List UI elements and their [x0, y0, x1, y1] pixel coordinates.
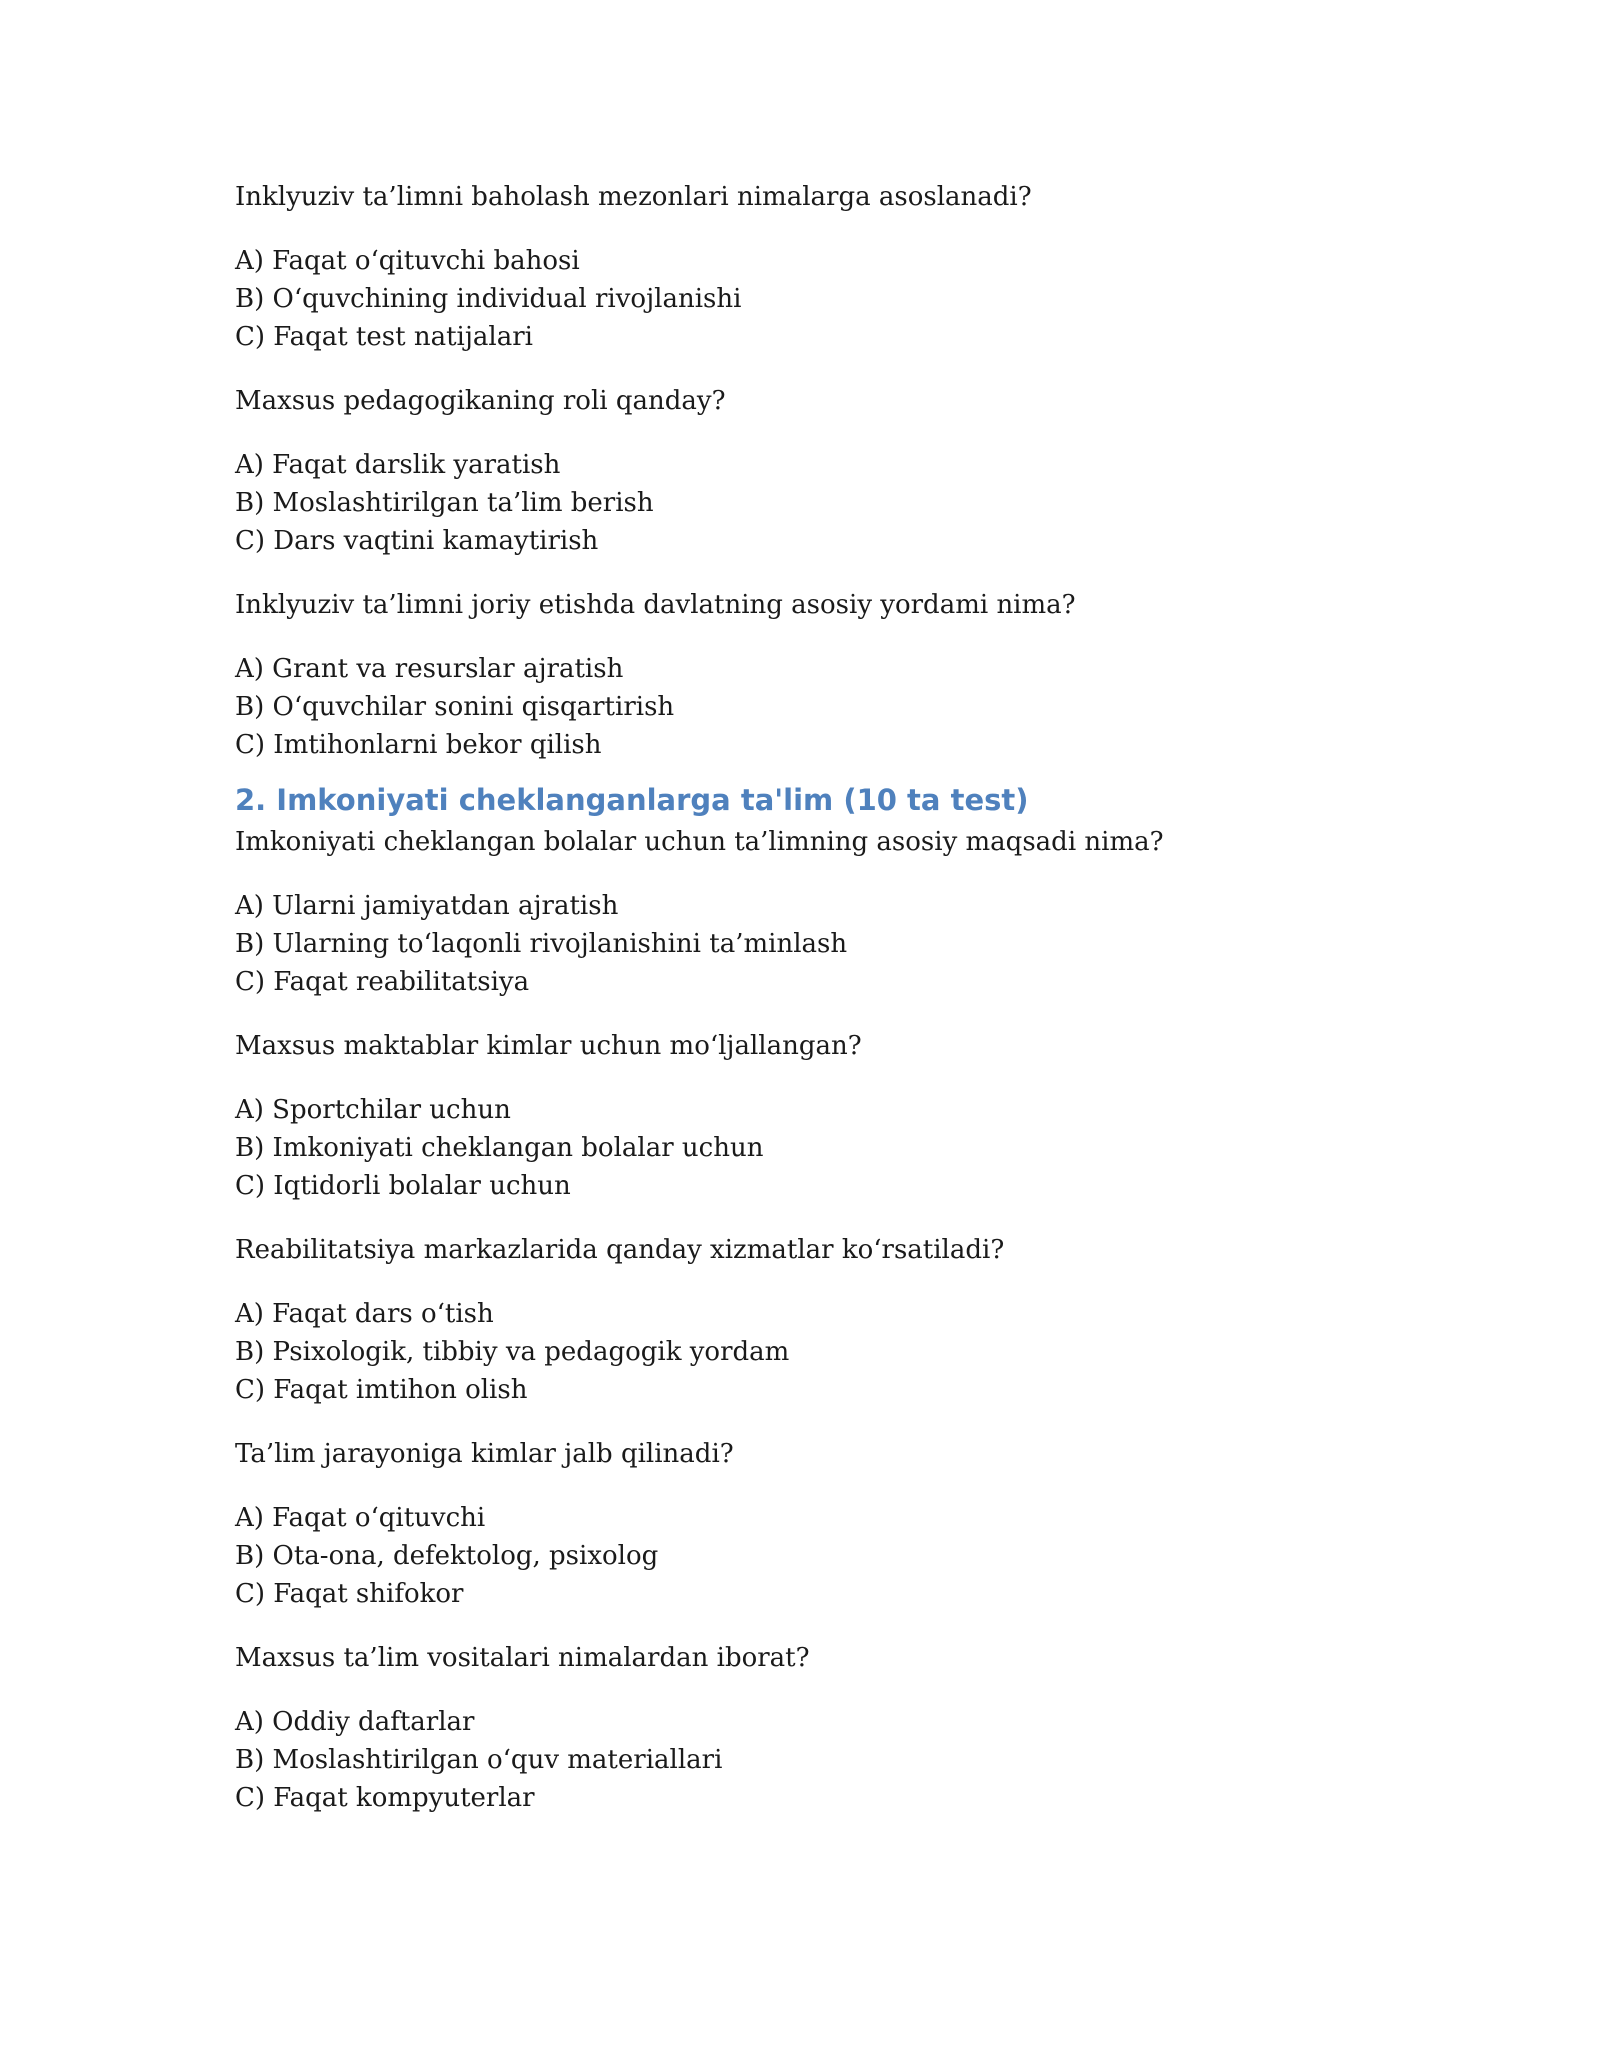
question-block — [235, 1435, 1415, 1613]
option-c: C) Iqtidorli bolalar uchun — [235, 1171, 571, 1201]
answer-options — [235, 1499, 1415, 1613]
question-text: Maxsus maktablar kimlar uchun mo‘ljallangan? — [235, 1031, 862, 1061]
answer-options — [235, 1295, 1415, 1409]
question-text: Inklyuziv ta’limni joriy etishda davlatning asosiy yordami nima? — [235, 590, 1076, 620]
option-a: A) Ularni jamiyatdan ajratish — [235, 891, 619, 921]
option-a: A) Faqat dars o‘tish — [235, 1299, 494, 1329]
option-a: A) Faqat o‘qituvchi — [235, 1503, 486, 1533]
question-block — [235, 586, 1415, 764]
option-b: B) Moslashtirilgan o‘quv materiallari — [235, 1745, 723, 1775]
option-b: B) Psixologik, tibbiy va pedagogik yordam — [235, 1337, 790, 1367]
answer-options — [235, 650, 1415, 764]
option-b: B) O‘quvchining individual rivojlanishi — [235, 284, 742, 314]
question-block — [235, 382, 1415, 560]
option-b: B) Ularning to‘laqonli rivojlanishini ta’minlash — [235, 929, 848, 959]
option-a: A) Faqat o‘qituvchi bahosi — [235, 246, 580, 276]
option-b: B) Ota-ona, defektolog, psixolog — [235, 1541, 659, 1571]
option-c: C) Dars vaqtini kamaytirish — [235, 526, 599, 556]
option-b: B) O‘quvchilar sonini qisqartirish — [235, 692, 675, 722]
question-block — [235, 178, 1415, 356]
option-a: A) Faqat darslik yaratish — [235, 450, 561, 480]
question-block — [235, 1231, 1415, 1409]
question-block — [235, 1027, 1415, 1205]
option-a: A) Grant va resurslar ajratish — [235, 654, 624, 684]
option-c: C) Faqat reabilitatsiya — [235, 967, 530, 997]
answer-options — [235, 887, 1415, 1001]
question-text: Maxsus ta’lim vositalari nimalardan iborat? — [235, 1643, 810, 1673]
question-block — [235, 1639, 1415, 1817]
option-a: A) Sportchilar uchun — [235, 1095, 511, 1125]
section-heading: 2. Imkoniyati cheklanganlarga ta'lim (10 ta test) — [235, 783, 1029, 817]
document-page — [235, 178, 1415, 1843]
question-text: Ta’lim jarayoniga kimlar jalb qilinadi? — [235, 1439, 734, 1469]
question-text: Imkoniyati cheklangan bolalar uchun ta’limning asosiy maqsadi nima? — [235, 827, 1164, 857]
option-c: C) Faqat shifokor — [235, 1579, 464, 1609]
question-block — [235, 823, 1415, 1001]
answer-options — [235, 446, 1415, 560]
option-c: C) Faqat imtihon olish — [235, 1375, 528, 1405]
option-c: C) Imtihonlarni bekor qilish — [235, 730, 602, 760]
answer-options — [235, 242, 1415, 356]
option-a: A) Oddiy daftarlar — [235, 1707, 475, 1737]
option-c: C) Faqat kompyuterlar — [235, 1783, 535, 1813]
question-text: Maxsus pedagogikaning roli qanday? — [235, 386, 726, 416]
question-text: Reabilitatsiya markazlarida qanday xizmatlar ko‘rsatiladi? — [235, 1235, 1005, 1265]
option-b: B) Imkoniyati cheklangan bolalar uchun — [235, 1133, 764, 1163]
answer-options — [235, 1091, 1415, 1205]
answer-options — [235, 1703, 1415, 1817]
question-text: Inklyuziv ta’limni baholash mezonlari nimalarga asoslanadi? — [235, 182, 1032, 212]
option-b: B) Moslashtirilgan ta’lim berish — [235, 488, 654, 518]
option-c: C) Faqat test natijalari — [235, 322, 533, 352]
